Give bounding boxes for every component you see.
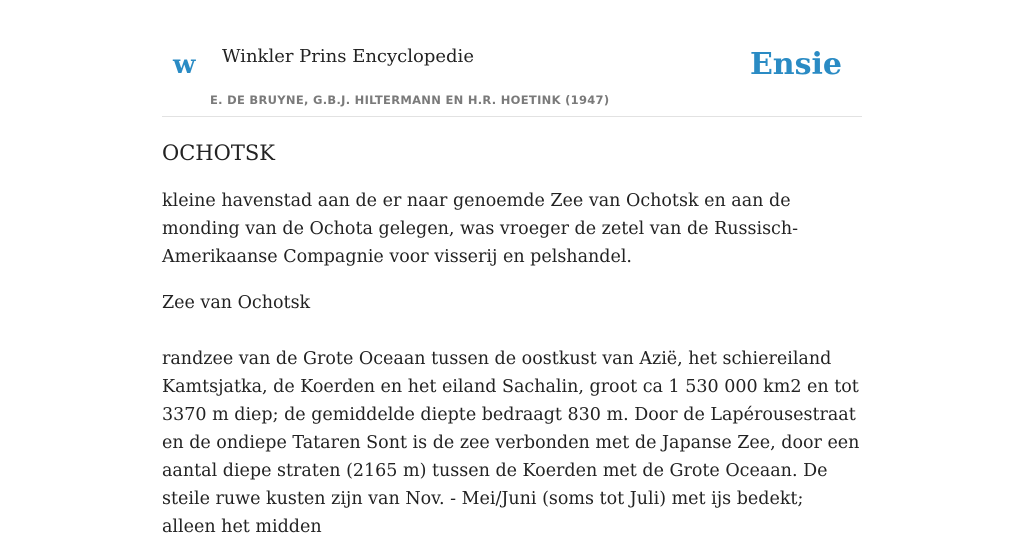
site-header	[162, 0, 862, 117]
article-paragraph: randzee van de Grote Oceaan tussen de oostkust van Azië, het schiereiland Kamtsjatka, de Koerden en het eiland Sachalin, groot ca 1 530 000 km2 en tot 3370 m diep; de gemiddelde diepte bedraagt 830 m. Door de Lapérousestraat en de ondiepe Tataren Sont is de zee verbonden met de Japanse Zee, door een aantal diepe straten (2165 m) tussen de Koerden met de Grote Oceaan. De steile ruwe kusten zijn van Nov. - Mei/Juni (soms tot Juli) met ijs bedekt; alleen het midden	[162, 349, 860, 538]
ensie-logo-link[interactable]: Ensie	[749, 47, 842, 82]
article-subheading: Zee van Ochotsk	[162, 293, 311, 314]
site-title-link[interactable]: Winkler Prins Encyclopedie	[222, 46, 474, 67]
winkler-prins-logo[interactable]: w	[173, 50, 196, 80]
authors-credit: E. DE BRUYNE, G.B.J. HILTERMANN EN H.R. HOETINK (1947)	[210, 93, 610, 107]
article-paragraph: kleine havenstad aan de er naar genoemde Zee van Ochotsk en aan de monding van de Ochota gelegen, was vroeger de zetel van de Russisch-Amerikaanse Compagnie voor visserij en pelshandel.	[162, 191, 799, 268]
article-title: OCHOTSK	[162, 141, 275, 165]
article-content	[162, 140, 862, 559]
